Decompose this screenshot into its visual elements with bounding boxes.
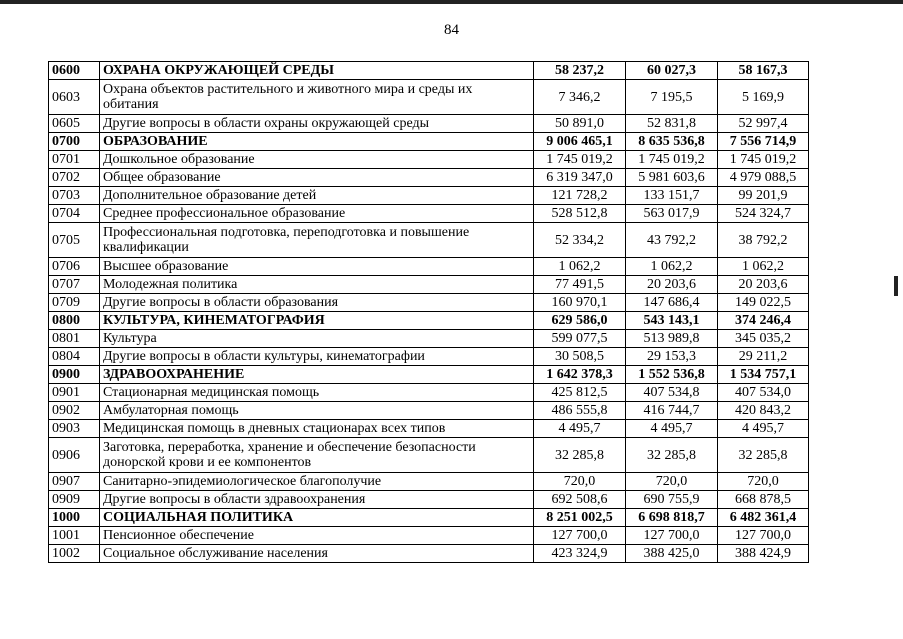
row-value-1-cell: 1 062,2 bbox=[534, 258, 626, 276]
row-value-1-cell: 32 285,8 bbox=[534, 438, 626, 473]
row-name-cell: Заготовка, переработка, хранение и обеспечение безопасности донорской крови и ее компонентов bbox=[100, 438, 534, 473]
row-value-1-cell: 425 812,5 bbox=[534, 384, 626, 402]
row-value-2-cell: 20 203,6 bbox=[626, 276, 718, 294]
table-row bbox=[49, 473, 809, 491]
row-value-2-cell: 7 195,5 bbox=[626, 80, 718, 115]
row-value-2-cell: 43 792,2 bbox=[626, 223, 718, 258]
row-value-1-cell: 423 324,9 bbox=[534, 545, 626, 563]
section-row bbox=[49, 62, 809, 80]
row-code-cell: 0801 bbox=[49, 330, 100, 348]
row-name-cell: Высшее образование bbox=[100, 258, 534, 276]
row-value-3-cell: 1 062,2 bbox=[718, 258, 809, 276]
row-value-1-cell: 629 586,0 bbox=[534, 312, 626, 330]
row-value-2-cell: 388 425,0 bbox=[626, 545, 718, 563]
row-code-cell: 1002 bbox=[49, 545, 100, 563]
row-code-cell: 0703 bbox=[49, 187, 100, 205]
row-name-cell: ОХРАНА ОКРУЖАЮЩЕЙ СРЕДЫ bbox=[100, 62, 534, 80]
row-value-2-cell: 32 285,8 bbox=[626, 438, 718, 473]
row-value-3-cell: 524 324,7 bbox=[718, 205, 809, 223]
row-code-cell: 0702 bbox=[49, 169, 100, 187]
edge-scan-mark bbox=[894, 276, 898, 296]
row-code-cell: 0709 bbox=[49, 294, 100, 312]
row-name-cell: Санитарно-эпидемиологическое благополучие bbox=[100, 473, 534, 491]
row-code-cell: 0901 bbox=[49, 384, 100, 402]
row-name-cell: ЗДРАВООХРАНЕНИЕ bbox=[100, 366, 534, 384]
row-value-2-cell: 513 989,8 bbox=[626, 330, 718, 348]
row-name-cell: Охрана объектов растительного и животного мира и среды их обитания bbox=[100, 80, 534, 115]
row-value-3-cell: 52 997,4 bbox=[718, 115, 809, 133]
table-row bbox=[49, 330, 809, 348]
row-value-2-cell: 52 831,8 bbox=[626, 115, 718, 133]
row-value-3-cell: 29 211,2 bbox=[718, 348, 809, 366]
row-code-cell: 0600 bbox=[49, 62, 100, 80]
row-value-3-cell: 58 167,3 bbox=[718, 62, 809, 80]
row-code-cell: 0902 bbox=[49, 402, 100, 420]
row-code-cell: 0700 bbox=[49, 133, 100, 151]
row-name-cell: Общее образование bbox=[100, 169, 534, 187]
row-value-1-cell: 52 334,2 bbox=[534, 223, 626, 258]
table-row bbox=[49, 527, 809, 545]
row-value-3-cell: 32 285,8 bbox=[718, 438, 809, 473]
row-name-cell: Другие вопросы в области охраны окружающей среды bbox=[100, 115, 534, 133]
row-value-3-cell: 20 203,6 bbox=[718, 276, 809, 294]
row-value-3-cell: 127 700,0 bbox=[718, 527, 809, 545]
row-name-cell: Социальное обслуживание населения bbox=[100, 545, 534, 563]
row-value-3-cell: 345 035,2 bbox=[718, 330, 809, 348]
row-value-1-cell: 160 970,1 bbox=[534, 294, 626, 312]
row-value-1-cell: 7 346,2 bbox=[534, 80, 626, 115]
row-value-3-cell: 420 843,2 bbox=[718, 402, 809, 420]
row-code-cell: 0906 bbox=[49, 438, 100, 473]
row-value-2-cell: 416 744,7 bbox=[626, 402, 718, 420]
table-row bbox=[49, 402, 809, 420]
row-value-2-cell: 1 552 536,8 bbox=[626, 366, 718, 384]
row-value-2-cell: 720,0 bbox=[626, 473, 718, 491]
row-value-2-cell: 6 698 818,7 bbox=[626, 509, 718, 527]
row-value-1-cell: 9 006 465,1 bbox=[534, 133, 626, 151]
table-row bbox=[49, 258, 809, 276]
row-value-1-cell: 692 508,6 bbox=[534, 491, 626, 509]
table-row bbox=[49, 205, 809, 223]
page-top-rule bbox=[0, 0, 903, 4]
row-value-3-cell: 99 201,9 bbox=[718, 187, 809, 205]
row-name-cell: Другие вопросы в области образования bbox=[100, 294, 534, 312]
row-name-cell: Дополнительное образование детей bbox=[100, 187, 534, 205]
row-value-3-cell: 4 495,7 bbox=[718, 420, 809, 438]
row-code-cell: 0909 bbox=[49, 491, 100, 509]
section-row bbox=[49, 366, 809, 384]
row-value-1-cell: 8 251 002,5 bbox=[534, 509, 626, 527]
row-name-cell: Другие вопросы в области культуры, кинематографии bbox=[100, 348, 534, 366]
row-value-1-cell: 6 319 347,0 bbox=[534, 169, 626, 187]
row-name-cell: Профессиональная подготовка, переподготовка и повышение квалификации bbox=[100, 223, 534, 258]
row-value-1-cell: 58 237,2 bbox=[534, 62, 626, 80]
row-code-cell: 1001 bbox=[49, 527, 100, 545]
row-value-3-cell: 668 878,5 bbox=[718, 491, 809, 509]
table-row bbox=[49, 151, 809, 169]
row-code-cell: 0605 bbox=[49, 115, 100, 133]
row-value-3-cell: 720,0 bbox=[718, 473, 809, 491]
table-row bbox=[49, 348, 809, 366]
row-value-2-cell: 1 062,2 bbox=[626, 258, 718, 276]
row-value-2-cell: 563 017,9 bbox=[626, 205, 718, 223]
row-value-2-cell: 543 143,1 bbox=[626, 312, 718, 330]
row-value-1-cell: 50 891,0 bbox=[534, 115, 626, 133]
row-value-1-cell: 127 700,0 bbox=[534, 527, 626, 545]
row-value-2-cell: 407 534,8 bbox=[626, 384, 718, 402]
row-value-1-cell: 77 491,5 bbox=[534, 276, 626, 294]
table-row bbox=[49, 491, 809, 509]
row-name-cell: Другие вопросы в области здравоохранения bbox=[100, 491, 534, 509]
row-value-1-cell: 720,0 bbox=[534, 473, 626, 491]
row-value-1-cell: 30 508,5 bbox=[534, 348, 626, 366]
row-code-cell: 0704 bbox=[49, 205, 100, 223]
budget-table-body bbox=[49, 62, 809, 563]
table-row bbox=[49, 276, 809, 294]
table-row bbox=[49, 294, 809, 312]
row-name-cell: СОЦИАЛЬНАЯ ПОЛИТИКА bbox=[100, 509, 534, 527]
row-value-1-cell: 486 555,8 bbox=[534, 402, 626, 420]
row-code-cell: 0900 bbox=[49, 366, 100, 384]
row-name-cell: ОБРАЗОВАНИЕ bbox=[100, 133, 534, 151]
row-value-1-cell: 1 642 378,3 bbox=[534, 366, 626, 384]
table-row bbox=[49, 115, 809, 133]
row-value-3-cell: 6 482 361,4 bbox=[718, 509, 809, 527]
section-row bbox=[49, 312, 809, 330]
row-name-cell: Дошкольное образование bbox=[100, 151, 534, 169]
row-code-cell: 1000 bbox=[49, 509, 100, 527]
row-value-3-cell: 38 792,2 bbox=[718, 223, 809, 258]
table-row bbox=[49, 545, 809, 563]
row-value-3-cell: 149 022,5 bbox=[718, 294, 809, 312]
row-value-2-cell: 1 745 019,2 bbox=[626, 151, 718, 169]
row-value-2-cell: 133 151,7 bbox=[626, 187, 718, 205]
row-value-2-cell: 60 027,3 bbox=[626, 62, 718, 80]
budget-table bbox=[48, 61, 809, 563]
row-value-2-cell: 147 686,4 bbox=[626, 294, 718, 312]
section-row bbox=[49, 509, 809, 527]
row-value-3-cell: 5 169,9 bbox=[718, 80, 809, 115]
row-value-2-cell: 5 981 603,6 bbox=[626, 169, 718, 187]
row-value-3-cell: 7 556 714,9 bbox=[718, 133, 809, 151]
row-code-cell: 0707 bbox=[49, 276, 100, 294]
row-code-cell: 0705 bbox=[49, 223, 100, 258]
row-value-2-cell: 29 153,3 bbox=[626, 348, 718, 366]
row-value-3-cell: 4 979 088,5 bbox=[718, 169, 809, 187]
row-code-cell: 0603 bbox=[49, 80, 100, 115]
row-value-1-cell: 599 077,5 bbox=[534, 330, 626, 348]
table-row bbox=[49, 384, 809, 402]
table-row bbox=[49, 420, 809, 438]
row-code-cell: 0903 bbox=[49, 420, 100, 438]
row-code-cell: 0804 bbox=[49, 348, 100, 366]
table-row bbox=[49, 187, 809, 205]
row-value-3-cell: 1 745 019,2 bbox=[718, 151, 809, 169]
row-name-cell: Культура bbox=[100, 330, 534, 348]
row-value-3-cell: 407 534,0 bbox=[718, 384, 809, 402]
row-value-1-cell: 121 728,2 bbox=[534, 187, 626, 205]
row-name-cell: Стационарная медицинская помощь bbox=[100, 384, 534, 402]
row-name-cell: КУЛЬТУРА, КИНЕМАТОГРАФИЯ bbox=[100, 312, 534, 330]
row-value-2-cell: 8 635 536,8 bbox=[626, 133, 718, 151]
row-code-cell: 0907 bbox=[49, 473, 100, 491]
row-name-cell: Молодежная политика bbox=[100, 276, 534, 294]
row-name-cell: Медицинская помощь в дневных стационарах всех типов bbox=[100, 420, 534, 438]
row-value-1-cell: 528 512,8 bbox=[534, 205, 626, 223]
page-number: 84 bbox=[444, 22, 459, 38]
table-row bbox=[49, 169, 809, 187]
row-code-cell: 0701 bbox=[49, 151, 100, 169]
row-value-1-cell: 1 745 019,2 bbox=[534, 151, 626, 169]
row-value-3-cell: 1 534 757,1 bbox=[718, 366, 809, 384]
row-name-cell: Амбулаторная помощь bbox=[100, 402, 534, 420]
row-value-1-cell: 4 495,7 bbox=[534, 420, 626, 438]
row-code-cell: 0800 bbox=[49, 312, 100, 330]
row-name-cell: Среднее профессиональное образование bbox=[100, 205, 534, 223]
row-value-2-cell: 690 755,9 bbox=[626, 491, 718, 509]
section-row bbox=[49, 133, 809, 151]
row-value-3-cell: 388 424,9 bbox=[718, 545, 809, 563]
row-code-cell: 0706 bbox=[49, 258, 100, 276]
table-row bbox=[49, 438, 809, 473]
row-value-3-cell: 374 246,4 bbox=[718, 312, 809, 330]
row-value-2-cell: 127 700,0 bbox=[626, 527, 718, 545]
row-value-2-cell: 4 495,7 bbox=[626, 420, 718, 438]
table-row bbox=[49, 80, 809, 115]
row-name-cell: Пенсионное обеспечение bbox=[100, 527, 534, 545]
table-row bbox=[49, 223, 809, 258]
